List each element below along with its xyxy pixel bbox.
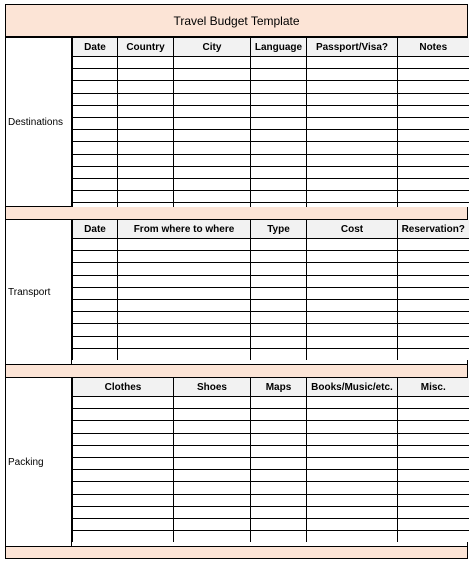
table-cell[interactable] <box>251 506 307 518</box>
table-cell[interactable] <box>174 69 251 81</box>
table-row <box>73 506 469 518</box>
table-cell[interactable] <box>307 324 398 336</box>
table-cell[interactable] <box>174 191 251 203</box>
table-cell[interactable] <box>118 251 251 263</box>
destinations-body <box>73 57 469 215</box>
table-row <box>73 531 469 543</box>
table-row <box>73 312 469 324</box>
column-header-maps: Maps <box>251 378 307 397</box>
table-cell[interactable] <box>307 166 398 178</box>
table-cell[interactable] <box>73 191 118 203</box>
table-cell[interactable] <box>251 397 307 409</box>
table-cell[interactable] <box>73 166 118 178</box>
table-cell[interactable] <box>307 433 398 445</box>
table-row <box>73 445 469 457</box>
table-cell[interactable] <box>73 239 118 251</box>
packing-table <box>72 378 469 542</box>
table-cell[interactable] <box>73 117 118 129</box>
table-cell[interactable] <box>398 178 469 190</box>
table-cell[interactable] <box>174 470 251 482</box>
table-cell[interactable] <box>251 57 307 69</box>
table-cell[interactable] <box>251 518 307 530</box>
table-cell[interactable] <box>73 324 118 336</box>
destinations-table <box>72 38 469 214</box>
table-cell[interactable] <box>251 117 307 129</box>
table-row <box>73 154 469 166</box>
table-row <box>73 105 469 117</box>
table-cell[interactable] <box>174 494 251 506</box>
column-header-cost: Cost <box>307 220 398 239</box>
column-header-from-where-to-where: From where to where <box>118 220 251 239</box>
table-row <box>73 470 469 482</box>
table-cell[interactable] <box>398 251 469 263</box>
column-header-books-music: Books/Music/etc. <box>307 378 398 397</box>
column-header-reservation: Reservation? <box>398 220 469 239</box>
table-cell[interactable] <box>307 397 398 409</box>
table-cell[interactable] <box>251 191 307 203</box>
table-cell[interactable] <box>251 239 307 251</box>
table-cell[interactable] <box>398 117 469 129</box>
table-cell[interactable] <box>307 457 398 469</box>
table-cell[interactable] <box>174 130 251 142</box>
table-cell[interactable] <box>174 445 251 457</box>
table-cell[interactable] <box>73 336 118 348</box>
table-cell[interactable] <box>307 69 398 81</box>
table-cell[interactable] <box>398 312 469 324</box>
table-cell[interactable] <box>398 142 469 154</box>
table-cell[interactable] <box>118 312 251 324</box>
table-cell[interactable] <box>398 287 469 299</box>
table-cell[interactable] <box>307 142 398 154</box>
table-row <box>73 239 469 251</box>
table-cell[interactable] <box>118 69 174 81</box>
table-row <box>73 57 469 69</box>
table-cell[interactable] <box>307 251 398 263</box>
table-cell[interactable] <box>307 81 398 93</box>
travel-budget-sheet <box>5 4 468 559</box>
table-cell[interactable] <box>73 433 174 445</box>
table-cell[interactable] <box>307 445 398 457</box>
table-cell[interactable] <box>118 191 174 203</box>
table-cell[interactable] <box>118 130 174 142</box>
table-cell[interactable] <box>307 93 398 105</box>
table-cell[interactable] <box>251 409 307 421</box>
table-cell[interactable] <box>174 433 251 445</box>
table-cell[interactable] <box>251 470 307 482</box>
table-cell[interactable] <box>398 482 469 494</box>
table-row <box>73 348 469 360</box>
table-cell[interactable] <box>251 105 307 117</box>
table-cell[interactable] <box>174 482 251 494</box>
table-cell[interactable] <box>174 421 251 433</box>
table-cell[interactable] <box>174 518 251 530</box>
table-cell[interactable] <box>398 191 469 203</box>
table-cell[interactable] <box>398 299 469 311</box>
table-cell[interactable] <box>307 518 398 530</box>
transport-body <box>73 239 469 360</box>
table-cell[interactable] <box>398 531 469 543</box>
table-cell[interactable] <box>307 506 398 518</box>
table-cell[interactable] <box>174 57 251 69</box>
table-cell[interactable] <box>73 57 118 69</box>
table-cell[interactable] <box>174 178 251 190</box>
table-cell[interactable] <box>73 518 174 530</box>
table-cell[interactable] <box>73 178 118 190</box>
table-cell[interactable] <box>118 93 174 105</box>
table-cell[interactable] <box>118 81 174 93</box>
table-cell[interactable] <box>251 166 307 178</box>
table-cell[interactable] <box>398 470 469 482</box>
table-cell[interactable] <box>251 69 307 81</box>
table-row <box>73 287 469 299</box>
table-cell[interactable] <box>251 178 307 190</box>
table-cell[interactable] <box>251 312 307 324</box>
table-cell[interactable] <box>251 251 307 263</box>
table-row <box>73 93 469 105</box>
table-cell[interactable] <box>307 117 398 129</box>
section-spacer <box>5 547 468 559</box>
destinations-header-row <box>73 38 469 57</box>
table-cell[interactable] <box>251 421 307 433</box>
table-cell[interactable] <box>118 336 251 348</box>
destinations-label: Destinations <box>6 38 72 206</box>
table-cell[interactable] <box>398 93 469 105</box>
table-cell[interactable] <box>398 263 469 275</box>
column-header-language: Language <box>251 38 307 57</box>
table-row <box>73 81 469 93</box>
table-cell[interactable] <box>73 470 174 482</box>
table-row <box>73 518 469 530</box>
table-cell[interactable] <box>307 154 398 166</box>
transport-section <box>5 219 468 365</box>
table-cell[interactable] <box>73 506 174 518</box>
table-cell[interactable] <box>73 105 118 117</box>
column-header-type: Type <box>251 220 307 239</box>
table-cell[interactable] <box>73 397 174 409</box>
table-cell[interactable] <box>174 154 251 166</box>
table-cell[interactable] <box>251 275 307 287</box>
table-cell[interactable] <box>73 457 174 469</box>
table-cell[interactable] <box>73 142 118 154</box>
table-cell[interactable] <box>398 506 469 518</box>
table-cell[interactable] <box>251 494 307 506</box>
table-cell[interactable] <box>174 531 251 543</box>
packing-label: Packing <box>6 378 72 546</box>
table-cell[interactable] <box>251 433 307 445</box>
table-cell[interactable] <box>251 324 307 336</box>
table-row <box>73 191 469 203</box>
column-header-city: City <box>174 38 251 57</box>
table-cell[interactable] <box>174 105 251 117</box>
table-cell[interactable] <box>398 69 469 81</box>
table-cell[interactable] <box>251 457 307 469</box>
table-cell[interactable] <box>174 166 251 178</box>
table-cell[interactable] <box>307 105 398 117</box>
table-cell[interactable] <box>398 130 469 142</box>
packing-section <box>5 377 468 547</box>
table-cell[interactable] <box>73 494 174 506</box>
table-cell[interactable] <box>174 93 251 105</box>
table-cell[interactable] <box>398 336 469 348</box>
table-cell[interactable] <box>398 81 469 93</box>
table-row <box>73 275 469 287</box>
table-cell[interactable] <box>251 531 307 543</box>
column-header-date: Date <box>73 38 118 57</box>
column-header-country: Country <box>118 38 174 57</box>
table-cell[interactable] <box>398 445 469 457</box>
table-cell[interactable] <box>307 312 398 324</box>
table-cell[interactable] <box>307 531 398 543</box>
table-cell[interactable] <box>174 142 251 154</box>
table-cell[interactable] <box>398 397 469 409</box>
table-cell[interactable] <box>251 348 307 360</box>
table-cell[interactable] <box>307 178 398 190</box>
table-row <box>73 494 469 506</box>
table-cell[interactable] <box>307 494 398 506</box>
table-cell[interactable] <box>307 287 398 299</box>
table-row <box>73 178 469 190</box>
table-cell[interactable] <box>307 130 398 142</box>
column-header-date: Date <box>73 220 118 239</box>
table-cell[interactable] <box>174 506 251 518</box>
table-row <box>73 263 469 275</box>
table-row <box>73 166 469 178</box>
table-cell[interactable] <box>251 93 307 105</box>
destinations-section <box>5 37 468 207</box>
table-cell[interactable] <box>251 142 307 154</box>
table-cell[interactable] <box>398 409 469 421</box>
packing-body <box>73 397 469 543</box>
table-row <box>73 421 469 433</box>
table-row <box>73 324 469 336</box>
sheet-title: Travel Budget Template <box>5 4 468 37</box>
table-cell[interactable] <box>118 154 174 166</box>
table-cell[interactable] <box>398 457 469 469</box>
table-cell[interactable] <box>398 166 469 178</box>
table-cell[interactable] <box>174 409 251 421</box>
table-cell[interactable] <box>251 336 307 348</box>
table-cell[interactable] <box>398 518 469 530</box>
table-cell[interactable] <box>73 421 174 433</box>
transport-label: Transport <box>6 220 72 364</box>
table-row <box>73 457 469 469</box>
table-cell[interactable] <box>398 57 469 69</box>
table-cell[interactable] <box>174 457 251 469</box>
table-cell[interactable] <box>307 421 398 433</box>
table-row <box>73 69 469 81</box>
table-row <box>73 117 469 129</box>
table-cell[interactable] <box>307 239 398 251</box>
table-cell[interactable] <box>118 105 174 117</box>
table-cell[interactable] <box>307 263 398 275</box>
packing-header-row <box>73 378 469 397</box>
table-cell[interactable] <box>73 93 118 105</box>
table-cell[interactable] <box>118 263 251 275</box>
table-cell[interactable] <box>73 81 118 93</box>
table-cell[interactable] <box>118 57 174 69</box>
table-cell[interactable] <box>307 299 398 311</box>
table-cell[interactable] <box>118 287 251 299</box>
transport-header-row <box>73 220 469 239</box>
table-cell[interactable] <box>118 324 251 336</box>
table-cell[interactable] <box>251 482 307 494</box>
table-row <box>73 482 469 494</box>
column-header-notes: Notes <box>398 38 469 57</box>
table-cell[interactable] <box>118 239 251 251</box>
table-cell[interactable] <box>73 275 118 287</box>
table-cell[interactable] <box>307 336 398 348</box>
table-cell[interactable] <box>73 348 118 360</box>
table-cell[interactable] <box>73 312 118 324</box>
table-cell[interactable] <box>251 299 307 311</box>
table-cell[interactable] <box>251 81 307 93</box>
table-row <box>73 397 469 409</box>
table-cell[interactable] <box>307 275 398 287</box>
table-cell[interactable] <box>118 166 174 178</box>
table-cell[interactable] <box>73 69 118 81</box>
table-cell[interactable] <box>174 81 251 93</box>
table-cell[interactable] <box>73 287 118 299</box>
column-header-shoes: Shoes <box>174 378 251 397</box>
table-row <box>73 433 469 445</box>
table-row <box>73 299 469 311</box>
table-row <box>73 130 469 142</box>
section-spacer <box>5 207 468 219</box>
table-cell[interactable] <box>174 117 251 129</box>
section-spacer <box>5 365 468 377</box>
table-cell[interactable] <box>73 482 174 494</box>
table-cell[interactable] <box>73 299 118 311</box>
table-row <box>73 409 469 421</box>
table-cell[interactable] <box>398 433 469 445</box>
column-header-misc: Misc. <box>398 378 469 397</box>
table-cell[interactable] <box>398 324 469 336</box>
column-header-clothes: Clothes <box>73 378 174 397</box>
table-cell[interactable] <box>118 299 251 311</box>
table-cell[interactable] <box>118 117 174 129</box>
table-cell[interactable] <box>398 239 469 251</box>
table-cell[interactable] <box>251 287 307 299</box>
table-cell[interactable] <box>73 445 174 457</box>
transport-table <box>72 220 469 360</box>
table-cell[interactable] <box>73 531 174 543</box>
table-cell[interactable] <box>307 348 398 360</box>
table-row <box>73 336 469 348</box>
table-cell[interactable] <box>307 409 398 421</box>
table-cell[interactable] <box>118 275 251 287</box>
table-cell[interactable] <box>307 57 398 69</box>
table-cell[interactable] <box>118 178 174 190</box>
table-row <box>73 251 469 263</box>
table-cell[interactable] <box>73 263 118 275</box>
column-header-passport-visa: Passport/Visa? <box>307 38 398 57</box>
table-cell[interactable] <box>398 348 469 360</box>
table-cell[interactable] <box>251 445 307 457</box>
table-cell[interactable] <box>73 154 118 166</box>
table-cell[interactable] <box>307 191 398 203</box>
table-cell[interactable] <box>118 142 174 154</box>
table-cell[interactable] <box>73 409 174 421</box>
table-cell[interactable] <box>398 275 469 287</box>
table-cell[interactable] <box>398 494 469 506</box>
table-cell[interactable] <box>251 154 307 166</box>
table-cell[interactable] <box>398 421 469 433</box>
table-cell[interactable] <box>398 105 469 117</box>
table-cell[interactable] <box>73 130 118 142</box>
table-cell[interactable] <box>73 251 118 263</box>
table-row <box>73 142 469 154</box>
table-cell[interactable] <box>174 397 251 409</box>
table-cell[interactable] <box>118 348 251 360</box>
table-cell[interactable] <box>251 263 307 275</box>
table-cell[interactable] <box>307 482 398 494</box>
table-cell[interactable] <box>307 470 398 482</box>
table-cell[interactable] <box>398 154 469 166</box>
table-cell[interactable] <box>251 130 307 142</box>
